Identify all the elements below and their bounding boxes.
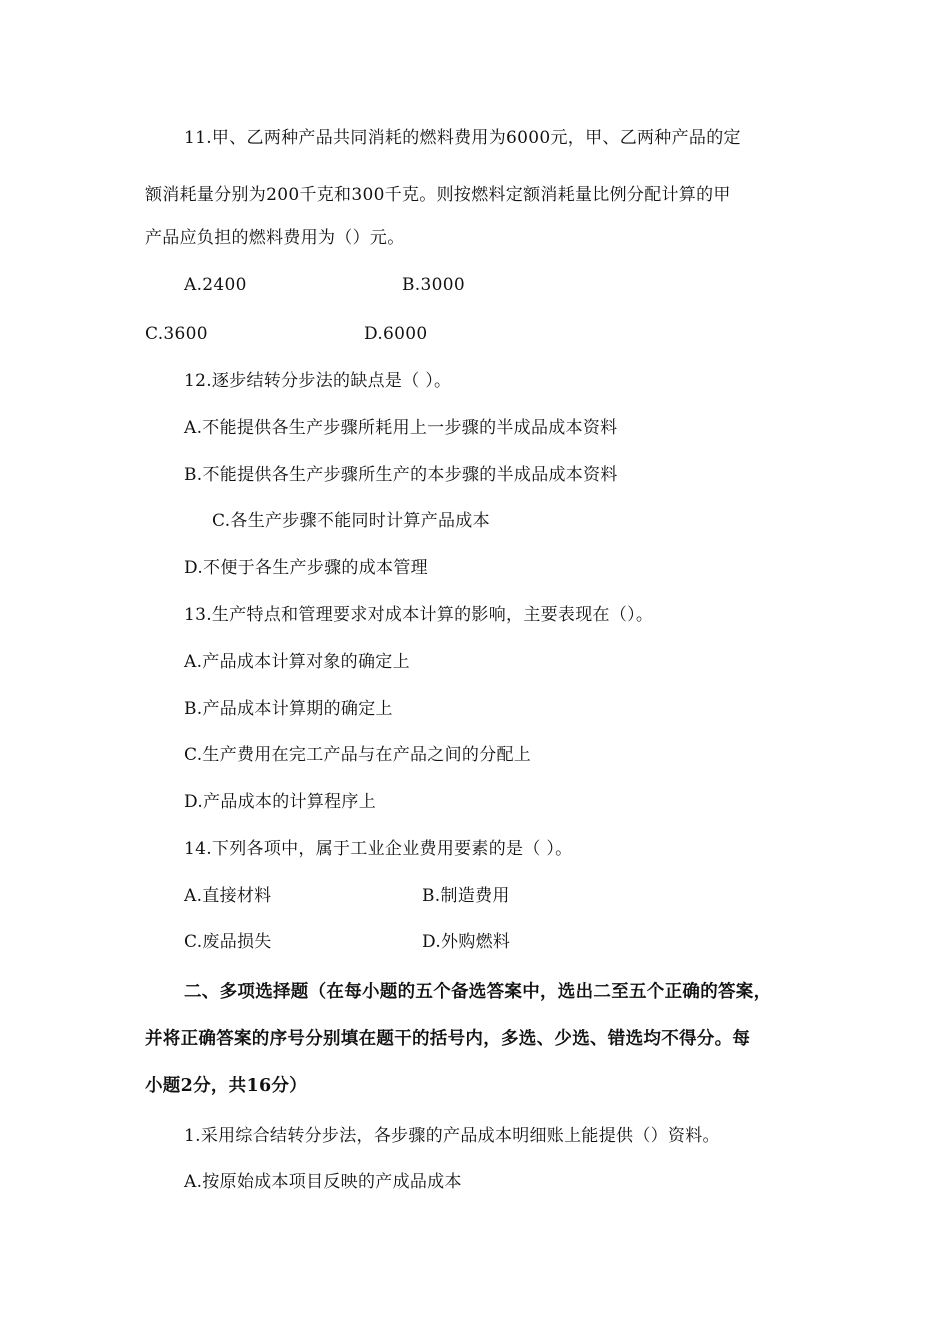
q11-option-b: B.3000 bbox=[402, 275, 465, 295]
q14-option-d: D.外购燃料 bbox=[422, 932, 511, 952]
q13-option-b: B.产品成本计算期的确定上 bbox=[184, 699, 393, 719]
q14-option-b: B.制造费用 bbox=[422, 886, 510, 906]
q12-option-b: B.不能提供各生产步骤所生产的本步骤的半成品成本资料 bbox=[184, 465, 618, 485]
q13-option-d: D.产品成本的计算程序上 bbox=[184, 792, 377, 812]
q11-stem-line-2: 额消耗量分别为200千克和300千克。则按燃料定额消耗量比例分配计算的甲 bbox=[145, 185, 731, 205]
q14-option-c: C.废品损失 bbox=[184, 932, 272, 952]
q11-option-a: A.2400 bbox=[184, 275, 247, 295]
q12-stem: 12.逐步结转分步法的缺点是（ ）。 bbox=[184, 371, 452, 391]
q13-option-c: C.生产费用在完工产品与在产品之间的分配上 bbox=[184, 745, 532, 765]
q14-stem: 14.下列各项中，属于工业企业费用要素的是（ ）。 bbox=[184, 839, 573, 859]
q13-option-a: A.产品成本计算对象的确定上 bbox=[184, 652, 410, 672]
mq1-option-a: A.按原始成本项目反映的产成品成本 bbox=[184, 1172, 462, 1192]
section2-heading-line-2: 并将正确答案的序号分别填在题干的括号内，多选、少选、错选均不得分。每 bbox=[145, 1029, 751, 1049]
q13-stem: 13.生产特点和管理要求对成本计算的影响，主要表现在（）。 bbox=[184, 605, 654, 625]
section2-heading-line-3: 小题2分，共16分） bbox=[145, 1076, 308, 1096]
q11-stem-line-1: 11.甲、乙两种产品共同消耗的燃料费用为6000元，甲、乙两种产品的定 bbox=[184, 128, 741, 148]
q11-option-c: C.3600 bbox=[145, 324, 208, 344]
q12-option-a: A.不能提供各生产步骤所耗用上一步骤的半成品成本资料 bbox=[184, 418, 618, 438]
section2-heading-line-1: 二、多项选择题（在每小题的五个备选答案中，选出二至五个正确的答案， bbox=[184, 982, 772, 1002]
q14-option-a: A.直接材料 bbox=[184, 886, 272, 906]
q11-option-d: D.6000 bbox=[364, 324, 428, 344]
q11-stem-line-3: 产品应负担的燃料费用为（）元。 bbox=[145, 228, 405, 248]
q12-option-d: D.不便于各生产步骤的成本管理 bbox=[184, 558, 428, 578]
q12-option-c: C.各生产步骤不能同时计算产品成本 bbox=[212, 511, 490, 531]
mq1-stem: 1.采用综合结转分步法，各步骤的产品成本明细账上能提供（）资料。 bbox=[184, 1126, 720, 1146]
